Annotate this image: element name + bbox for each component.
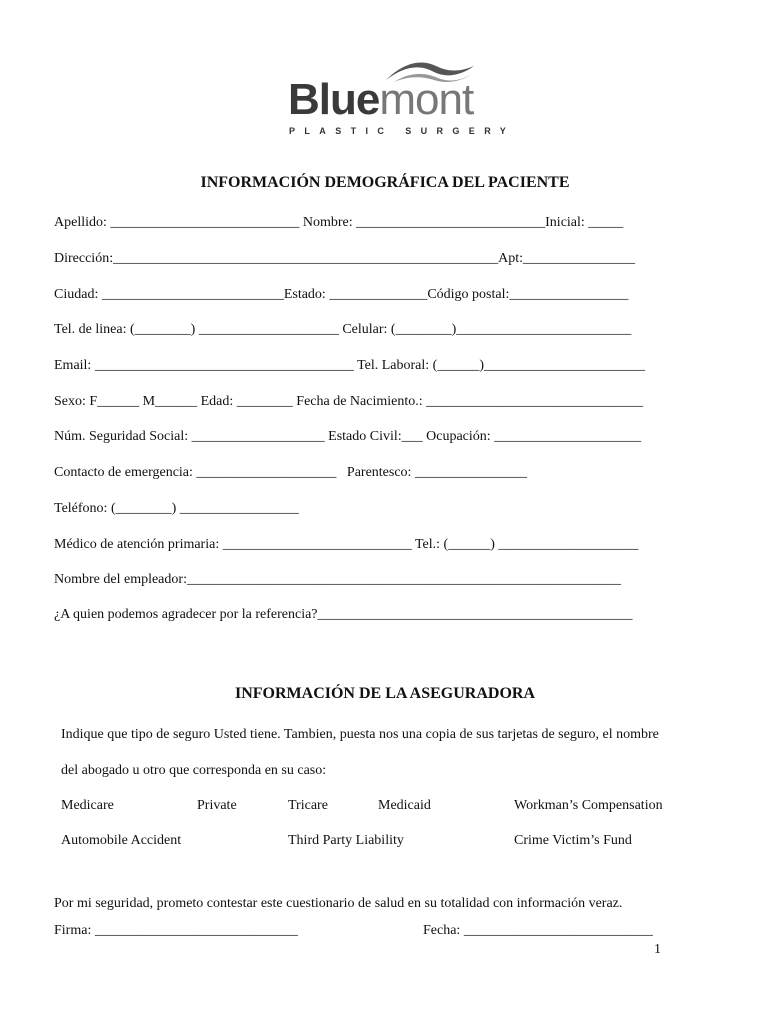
- field-line-surname[interactable]: Apellido: ___________________________ Nombre: ___________________________Inicial: _____: [54, 215, 624, 230]
- field-line-sex-age[interactable]: Sexo: F______ M______ Edad: ________ Fecha de Nacimiento.: _______________________________: [54, 394, 644, 409]
- section-title-demographics: INFORMACIÓN DEMOGRÁFICA DEL PACIENTE: [200, 174, 570, 191]
- option-private[interactable]: Private: [197, 798, 237, 813]
- signature-field[interactable]: Firma: _____________________________: [54, 923, 298, 938]
- logo-tagline: PLASTIC SURGERY: [289, 126, 516, 136]
- field-line-telephone[interactable]: Teléfono: (________) _________________: [54, 501, 299, 516]
- option-medicare[interactable]: Medicare: [61, 798, 114, 813]
- truthfulness-statement: Por mi seguridad, prometo contestar este cuestionario de salud en su totalidad con información veraz.: [54, 896, 623, 911]
- date-field[interactable]: Fecha: ___________________________: [423, 923, 653, 938]
- option-medicaid[interactable]: Medicaid: [378, 798, 431, 813]
- logo-wordmark: Bluemont: [288, 75, 474, 124]
- option-automobile-accident[interactable]: Automobile Accident: [61, 833, 182, 848]
- field-line-address[interactable]: Dirección:_______________________________________________________Apt:________________: [54, 251, 635, 266]
- field-line-employer[interactable]: Nombre del empleador:______________________________________________________________: [54, 572, 621, 587]
- option-third-party-liability[interactable]: Third Party Liability: [288, 833, 404, 848]
- option-tricare[interactable]: Tricare: [288, 798, 328, 813]
- field-line-city[interactable]: Ciudad: __________________________Estado: ______________Código postal:_________________: [54, 287, 629, 302]
- field-line-emergency-contact[interactable]: Contacto de emergencia: ____________________ Parentesco: ________________: [54, 465, 527, 480]
- option-crime-victims-fund[interactable]: Crime Victim’s Fund: [514, 833, 632, 848]
- field-line-email[interactable]: Email: _____________________________________ Tel. Laboral: (______)_______________________: [54, 358, 645, 373]
- field-line-phone[interactable]: Tel. de linea: (________) ____________________ Celular: (________)_________________________: [54, 322, 632, 337]
- bluemont-logo: [288, 60, 516, 140]
- field-line-referral[interactable]: ¿A quien podemos agradecer por la referencia?_____________________________________________: [54, 607, 633, 622]
- insurance-instructions-line-2: del abogado u otro que corresponda en su caso:: [61, 763, 327, 778]
- section-title-insurance: INFORMACIÓN DE LA ASEGURADORA: [234, 685, 536, 702]
- page-number: 1: [654, 942, 661, 957]
- field-line-ssn[interactable]: Núm. Seguridad Social: ___________________ Estado Civil:___ Ocupación: _____________________: [54, 429, 642, 444]
- field-line-primary-doctor[interactable]: Médico de atención primaria: ___________________________ Tel.: (______) ____________________: [54, 537, 639, 552]
- insurance-instructions-line-1: Indique que tipo de seguro Usted tiene. Tambien, puesta nos una copia de sus tarjetas de seguro, el nombre: [61, 727, 659, 742]
- option-workmans-compensation[interactable]: Workman’s Compensation: [514, 798, 663, 813]
